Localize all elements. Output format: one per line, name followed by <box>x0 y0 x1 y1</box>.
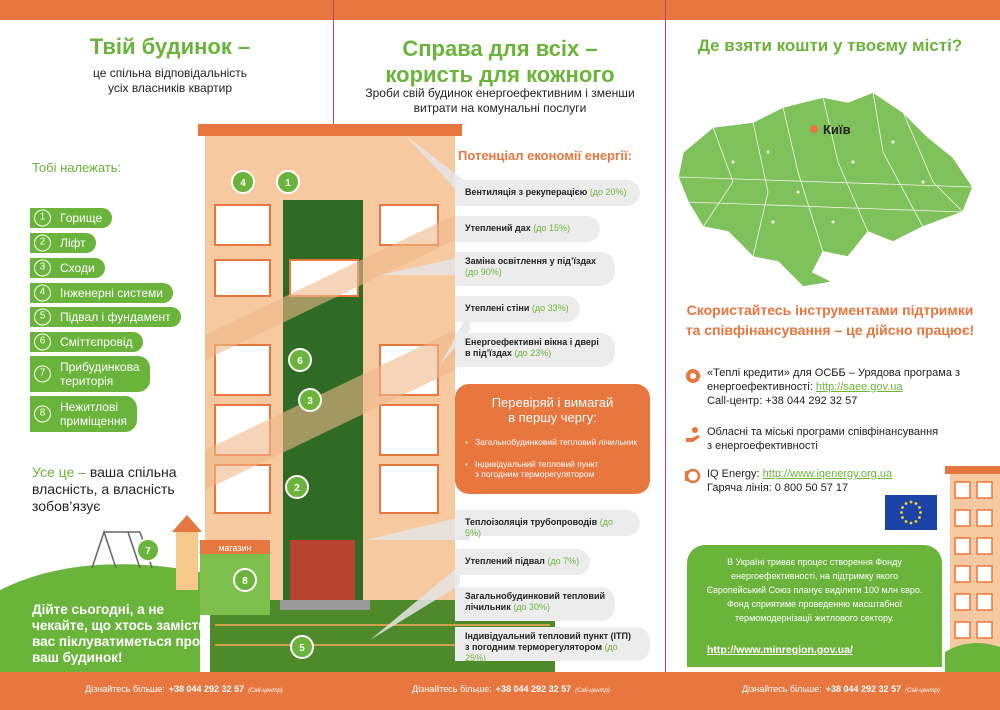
owns-item-5: 5 Підвал і фундамент <box>30 307 181 327</box>
check-row-2: ▪ Індивідуальний тепловий пункт з погодним терморегулятором <box>465 459 599 479</box>
owns-item-7: 7 Прибудинкова територія <box>30 356 150 392</box>
check-box-title: Перевіряй і вимагай в першу чергу: <box>491 395 614 425</box>
gear-icon <box>684 367 702 385</box>
svg-text:8: 8 <box>242 576 248 587</box>
kyiv-marker <box>810 125 818 133</box>
marker-8 <box>234 569 256 591</box>
top-bar <box>0 0 1000 20</box>
owns-item-2: 2 Ліфт <box>30 233 96 253</box>
marker-2 <box>286 476 308 498</box>
window <box>380 465 438 513</box>
potential-title: Потенціал економії енергії: <box>458 148 633 163</box>
program-cofinancing: Обласні та міські програми співфінансування з енергоефективності <box>707 426 939 452</box>
saving-item-itp: Індивідуальний тепловий пункт (ІТП) з погодним терморегулятором (до 25%) <box>455 627 650 661</box>
marker-1 <box>277 171 299 193</box>
right-title: Де взяти кошти у твоєму місті? <box>697 36 963 55</box>
svg-text:4: 4 <box>240 178 246 189</box>
saving-item-ventilation: Вентиляція з рекуперацією (до 20%) <box>455 180 640 206</box>
left-title: Твій будинок – <box>89 34 251 59</box>
svg-text:3: 3 <box>307 396 313 407</box>
window <box>215 260 270 296</box>
svg-text:5: 5 <box>299 643 305 654</box>
owns-label: Тобі належать: <box>32 160 122 175</box>
marker-6 <box>289 349 311 371</box>
window <box>215 205 270 245</box>
owns-item-3: 3 Сходи <box>30 258 105 278</box>
svg-text:2: 2 <box>294 483 300 494</box>
owns-item-4: 4 Інженерні системи <box>30 283 173 303</box>
kyiv-label: Київ <box>823 122 851 137</box>
call-to-action: Дійте сьогодні, а не чекайте, що хтось замість вас піклуватиметься про ваш будинок! <box>32 602 207 665</box>
left-subtitle: це спільна відповідальність усіх власників квартир <box>92 66 248 95</box>
saving-item-pipes: Теплоізоляція трубопроводів (до 5%) <box>455 510 640 536</box>
support-heading: Скористайтесь інструментами підтримки та співфінансування – це дійсно працює! <box>685 302 975 338</box>
eu-flag-icon <box>885 495 937 530</box>
window <box>380 405 438 455</box>
check-row-1: ▪ Загальнобудинковий тепловий лічильник <box>465 437 637 447</box>
window <box>215 345 270 395</box>
fund-info-box: В Україні триває процес створення Фонду енергоефективності, на підтримку якого Європейський Союз планує виділити 100 млн євро. Фонд сприятиме проведенню масштабної термомодернізації житлового сектору. http://www.minregion.gov.ua/ <box>687 545 942 667</box>
owns-item-8: 8 Нежитлові приміщення <box>30 396 137 432</box>
saving-item-windows: Енергоефективні вікна і двері в під’їздах (до 23%) <box>455 333 615 367</box>
roof-cornice <box>198 124 462 136</box>
program-iq-energy: IQ Energy: http://www.iqenergy.org.ua Гаряча лінія: 0 800 50 57 17 <box>707 468 893 494</box>
ukraine-map <box>673 82 983 292</box>
saving-item-basement: Утеплений підвал (до 7%) <box>455 549 590 575</box>
small-building-illustration <box>945 462 1000 672</box>
owns-item-6: 6 Сміттєпровід <box>30 332 143 352</box>
saving-item-lighting: Заміна освітлення у під’їздах (до 90%) <box>455 252 615 286</box>
saving-item-roof: Утеплений дах (до 15%) <box>455 216 600 242</box>
saving-item-walls: Утеплені стіни (до 33%) <box>455 296 580 322</box>
minregion-link[interactable]: http://www.minregion.gov.ua/ <box>707 644 853 656</box>
svg-text:7: 7 <box>145 546 151 557</box>
iqenergy-link[interactable]: http://www.iqenergy.org.ua <box>762 468 893 480</box>
footer-middle: Дізнайтесь більше: +38 044 292 32 57 (Call-центр) <box>412 684 610 694</box>
owns-item-1: 1 Горище <box>30 208 112 228</box>
iq-energy-logo-icon <box>684 467 702 485</box>
check-box <box>455 384 650 494</box>
middle-title: Справа для всіх – користь для кожного <box>385 36 615 87</box>
entrance-door <box>290 540 355 600</box>
program-warm-credits: «Теплі кредити» для ОСББ – Урядова програма з енергоефективності: http://saee.gov.ua Call-центр: +38 044 292 32 57 <box>707 367 961 407</box>
footer-left: Дізнайтесь більше: +38 044 292 32 57 (Call-центр) <box>85 684 283 694</box>
svg-text:6: 6 <box>297 356 303 367</box>
entrance-steps <box>280 600 370 610</box>
hand-coins-icon <box>684 426 702 444</box>
shop-sign-text: магазин <box>218 543 252 553</box>
svg-text:1: 1 <box>285 178 291 189</box>
marker-3 <box>299 389 321 411</box>
saee-link[interactable]: http://saee.gov.ua <box>815 381 903 393</box>
saving-item-meter: Загальнобудинковий тепловий лічильник (до 30%) <box>455 587 615 621</box>
footer-right: Дізнайтесь більше: +38 044 292 32 57 (Call-центр) <box>742 684 940 694</box>
marker-7 <box>137 539 159 561</box>
marker-5 <box>291 636 313 658</box>
middle-subtitle: Зроби свій будинок енергоефективним і зменши витрати на комунальні послуги <box>365 86 635 115</box>
fold-line-2 <box>665 0 666 710</box>
all-this-text: Усе це – ваша спільна власність, а власність зобов’язує <box>32 464 177 514</box>
marker-4 <box>232 171 254 193</box>
